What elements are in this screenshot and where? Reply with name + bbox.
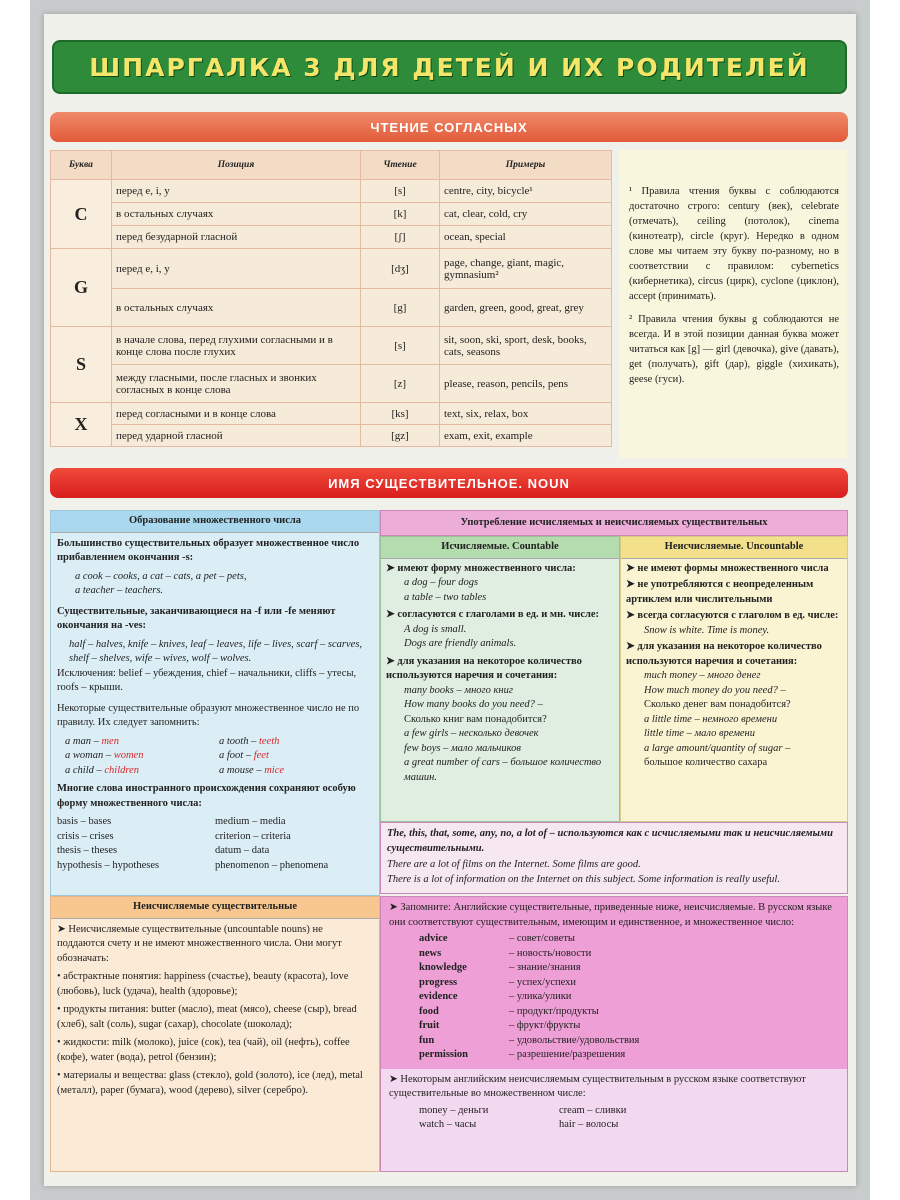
uncountable-example: a large amount/quantity of sugar – xyxy=(644,742,791,754)
noun-section-title: ИМЯ СУЩЕСТВИТЕЛЬНОЕ. NOUN xyxy=(328,475,570,491)
shared-example: There is a lot of information on the Internet on this subject. Some information is really useful. xyxy=(387,873,780,885)
remember-intro: ➤ Запомните: Английские существительные, приведенные ниже, неисчисляемые. В русском языке они соответствуют существительным, имеющим и единственное, и множественное число: xyxy=(389,902,832,928)
plural-rule-ves: Существительные, заканчивающиеся на -f или -fe меняют окончания на -ves: xyxy=(57,605,336,631)
plural-formation-panel xyxy=(50,510,380,896)
consonants-table xyxy=(50,150,612,447)
header-examples: Примеры xyxy=(440,151,612,180)
irregular-pair: a woman – women xyxy=(65,750,144,761)
uncountable-example: little time – мало времени xyxy=(644,728,756,739)
examples-cell: text, six, relax, box xyxy=(440,403,612,425)
table-row xyxy=(51,403,612,425)
shared-example: There are a lot of films on the Internet. Some films are good. xyxy=(387,859,641,870)
plural-example: a cook – cooks, a cat – cats, a pet – pets, xyxy=(75,570,247,582)
examples-cell: sit, soon, ski, sport, desk, books, cats, seasons xyxy=(440,327,612,365)
countable-example: a dog – four dogs xyxy=(404,577,479,588)
foreign-pair: medium – media xyxy=(215,816,286,827)
uncountable-rule: ➤ для указания на некоторое количество используются наречия и сочетания: xyxy=(626,641,822,667)
foreign-pair: hypothesis – hypotheses xyxy=(57,859,160,871)
uncountable-panel xyxy=(620,536,848,822)
examples-cell: cat, clear, cold, cry xyxy=(440,203,612,226)
uncountable-rule: ➤ не имеют формы множественного числа xyxy=(626,562,829,574)
uncountable-rule: ➤ всегда согласуются с глаголом в ед. числе: xyxy=(626,610,839,621)
foreign-pair: criterion – criteria xyxy=(215,830,291,842)
shared-determiners-panel xyxy=(380,822,848,894)
list-item: evidence – улика/улики xyxy=(419,991,572,1002)
consonants-section-title: ЧТЕНИЕ СОГЛАСНЫХ xyxy=(370,119,528,135)
plural-rule-s: Большинство существительных образует множественное число прибавлением окончания -s: xyxy=(57,537,360,563)
countable-example: few boys – мало мальчиков xyxy=(404,742,521,754)
countable-example: many books – много книг xyxy=(404,684,513,696)
countable-header: Исчисляемые. Countable xyxy=(381,537,619,559)
uncountable-example: Snow is white. Time is money. xyxy=(644,624,770,636)
plural-example: a teacher – teachers. xyxy=(75,585,164,596)
examples-cell: please, reason, pencils, pens xyxy=(440,365,612,403)
examples-cell: exam, exit, example xyxy=(440,425,612,447)
examples-cell: page, change, giant, magic, gymnasium² xyxy=(440,249,612,289)
examples-cell: ocean, special xyxy=(440,226,612,249)
position-cell: перед безударной гласной xyxy=(112,226,361,249)
cheat-sheet-page xyxy=(44,14,856,1186)
list-item: permission – разрешение/разрешения xyxy=(419,1049,626,1060)
countable-rule: ➤ для указания на некоторое количество используются наречия и сочетания: xyxy=(386,655,582,681)
list-item: watch – часы hair – волосы xyxy=(419,1119,619,1130)
remember-intro-2: ➤ Некоторым английским неисчисляемым существительным в русском языке соответствуют существительные во множественном числе: xyxy=(389,1073,806,1099)
foreign-pair: crisis – crises xyxy=(57,830,114,842)
uncountable-example: a little time – немного времени xyxy=(644,713,778,725)
usage-header-text: Употребление исчисляемых и неисчисляемых существительных xyxy=(460,516,768,528)
foreign-pair: thesis – theses xyxy=(57,845,118,856)
uncountable-category: • материалы и вещества: glass (стекло), gold (золото), ice (лед), metal (металл), paper (бумага), wood (дерево), silver (серебро). xyxy=(57,1070,363,1096)
countable-example: How many books do you need? – xyxy=(404,699,543,710)
usage-header xyxy=(380,510,848,536)
noun-section-bar xyxy=(50,468,848,498)
reading-cell: [s] xyxy=(361,327,440,365)
examples-cell: garden, green, good, great, grey xyxy=(440,289,612,327)
title-bar xyxy=(52,40,847,94)
countable-example: a table – two tables xyxy=(404,591,487,603)
remember-word-list xyxy=(389,932,839,1063)
header-position: Позиция xyxy=(112,151,361,180)
table-row xyxy=(51,289,612,327)
uncountable-category: • абстрактные понятия: happiness (счастье), beauty (красота), love (любовь), luck (удача), health (здоровье); xyxy=(57,971,349,997)
letter-cell: S xyxy=(51,327,112,403)
table-row xyxy=(51,249,612,289)
list-item: progress – успех/успехи xyxy=(419,976,577,988)
position-cell: перед e, i, y xyxy=(112,180,361,203)
foreign-plurals xyxy=(57,815,373,873)
plural-irregular-intro: Некоторые существительные образуют множественное число не по правилу. Их следует запомнить: xyxy=(57,702,360,728)
list-item: food – продукт/продукты xyxy=(419,1005,599,1017)
uncountable-category: • продукты питания: butter (масло), meat (мясо), cheese (сыр), bread (хлеб), salt (соль), sugar (сахар), chocolate (шоколад); xyxy=(57,1004,357,1030)
header-letter: Буква xyxy=(51,151,112,180)
position-cell: между гласными, после гласных и звонких согласных в конце слова xyxy=(112,365,361,403)
list-item: knowledge – знание/знания xyxy=(419,962,581,973)
page-title: ШПАРГАЛКА 3 ДЛЯ ДЕТЕЙ И ИХ РОДИТЕЛЕЙ xyxy=(89,52,810,82)
countable-example: Сколько книг вам понадобится? xyxy=(404,713,547,725)
table-header-row xyxy=(51,151,612,180)
position-cell: перед ударной гласной xyxy=(112,425,361,447)
plural-example: half – halves, knife – knives, leaf – leaves, life – lives, scarf – scarves, shelf – shelves, wife – wives, wolf – wolves. xyxy=(69,638,363,664)
reading-cell: [g] xyxy=(361,289,440,327)
list-item: money – деньги cream – сливки xyxy=(419,1104,627,1116)
footnote-g: ² Правила чтения буквы g соблюдаются не всегда. И в этой позиции данная буква может читаться как [g] — girl (девочка), give (давать), get (получать), gift (дар), giggle (хихикать), geese (гуси). xyxy=(629,314,839,385)
position-cell: в остальных случаях xyxy=(112,289,361,327)
table-row xyxy=(51,226,612,249)
reading-cell: [gz] xyxy=(361,425,440,447)
countable-panel xyxy=(380,536,620,822)
foreign-pair: phenomenon – phenomena xyxy=(215,859,329,871)
uncountable-nouns-header: Неисчисляемые существительные xyxy=(51,897,379,919)
header-reading: Чтение xyxy=(361,151,440,180)
uncountable-example: How much money do you need? – xyxy=(644,684,786,696)
reading-cell: [ʃ] xyxy=(361,226,440,249)
reading-cell: [ks] xyxy=(361,403,440,425)
irregular-plurals xyxy=(65,735,373,779)
uncountable-category: • жидкости: milk (молоко), juice (сок), tea (чай), oil (нефть), coffee (кофе), water (вода), petrol (бензин); xyxy=(57,1037,350,1063)
foreign-pair: basis – bases xyxy=(57,816,112,827)
position-cell: в начале слова, перед глухими согласными и в конце слова после глухих xyxy=(112,327,361,365)
countable-example: a great number of cars – большое количество машин. xyxy=(404,757,602,783)
remember-block xyxy=(381,897,847,1069)
position-cell: перед e, i, y xyxy=(112,249,361,289)
plural-exceptions: Исключения: belief – убеждения, chief – начальники, cliffs – утесы, roofs – крыши. xyxy=(57,667,357,693)
countable-rule: ➤ согласуются с глаголами в ед. и мн. числе: xyxy=(386,609,600,620)
list-item: news – новость/новости xyxy=(419,947,592,959)
reading-cell: [s] xyxy=(361,180,440,203)
table-row xyxy=(51,180,612,203)
uncountable-nouns-intro: ➤ Неисчисляемые существительные (uncountable nouns) не поддаются счету и не имеют множественного числа. Они могут обозначать: xyxy=(57,923,342,964)
list-item: advice – совет/советы xyxy=(419,933,575,944)
reading-cell: [z] xyxy=(361,365,440,403)
countable-example: a few girls – несколько девочек xyxy=(404,728,539,739)
uncountable-nouns-panel xyxy=(50,896,380,1172)
examples-cell: centre, city, bicycle¹ xyxy=(440,180,612,203)
position-cell: в остальных случаях xyxy=(112,203,361,226)
reading-cell: [k] xyxy=(361,203,440,226)
countable-rule: ➤ имеют форму множественного числа: xyxy=(386,562,576,574)
uncountable-example: большое количество сахара xyxy=(644,757,768,768)
irregular-pair: a child – children xyxy=(65,764,139,776)
uncountable-example: much money – много денег xyxy=(644,670,761,681)
letter-cell: G xyxy=(51,249,112,327)
consonants-section-bar xyxy=(50,112,848,142)
shared-rule: The, this, that, some, any, no, a lot of – используются как с исчисляемыми так и неисчисляемыми существительными. xyxy=(387,828,833,854)
uncountable-rule: ➤ не употребляются с неопределенным артиклем или числительными xyxy=(626,579,814,605)
list-item: fun – удовольствие/удовольствия xyxy=(419,1034,640,1046)
reading-cell: [dʒ] xyxy=(361,249,440,289)
plural-header: Образование множественного числа xyxy=(51,511,379,533)
position-cell: перед согласными и в конце слова xyxy=(112,403,361,425)
table-row xyxy=(51,327,612,365)
irregular-pair: a tooth – teeth xyxy=(219,735,280,747)
uncountable-header: Неисчисляемые. Uncountable xyxy=(621,537,847,559)
foreign-pair: datum – data xyxy=(215,845,270,856)
table-row xyxy=(51,425,612,447)
footnotes-panel xyxy=(619,150,847,458)
plural-foreign-intro: Многие слова иностранного происхождения сохраняют особую форму множественного числа: xyxy=(57,783,356,809)
irregular-pair: a mouse – mice xyxy=(219,764,285,776)
footnote-c: ¹ Правила чтения буквы c соблюдаются достаточно строго: century (век), celebrate (отмечать), ceiling (потолок), cinema (кинотеатр), circle (круг). Нередко в одном слове мы читаем эту букву по-разному, но в соответствии с правилом: cybernetics (кибернетика), circus (цирк), cyclone (циклон), accept (принимать). xyxy=(629,186,839,302)
table-row xyxy=(51,203,612,226)
list-item: fruit – фрукт/фрукты xyxy=(419,1020,581,1031)
irregular-pair: a man – men xyxy=(65,735,119,747)
countable-example: Dogs are friendly animals. xyxy=(404,638,517,649)
remember-panel xyxy=(380,896,848,1172)
letter-cell: C xyxy=(51,180,112,249)
countable-example: A dog is small. xyxy=(404,623,467,635)
irregular-pair: a foot – feet xyxy=(219,750,269,761)
uncountable-example: Сколько денег вам понадобится? xyxy=(644,699,791,710)
letter-cell: X xyxy=(51,403,112,447)
table-row xyxy=(51,365,612,403)
